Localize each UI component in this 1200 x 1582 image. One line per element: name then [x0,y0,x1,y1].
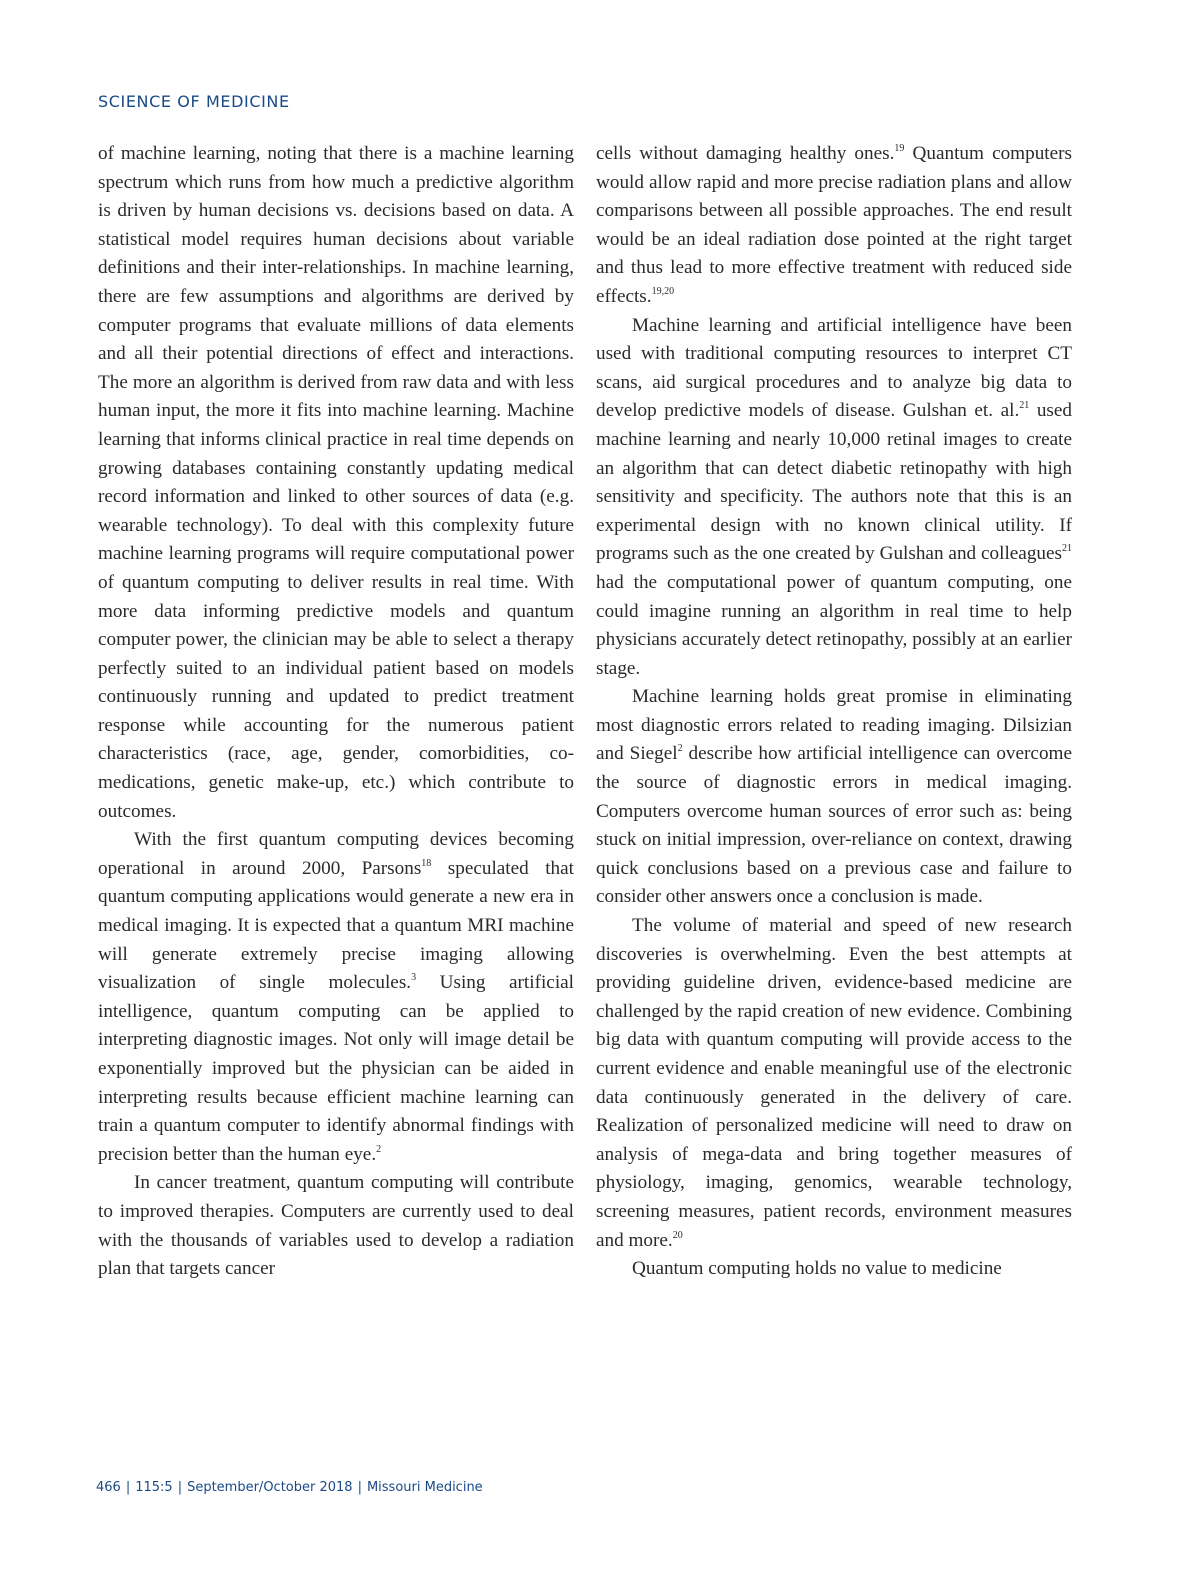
paragraph [596,683,1072,912]
paragraph-text: With the first quantum computing devices becoming operational in around 2000, Parsons [98,829,574,879]
paragraph-text: speculated that quantum computing applications would generate a new era in medical imaging. It is expected that a quantum MRI machine will generate extremely precise imaging allowing visualization of single molecules. [98,857,574,994]
paragraph-text: Quantum computing holds no value to medicine [632,1258,1002,1280]
paragraph [596,312,1072,684]
citation-ref: 20 [672,1229,683,1241]
issue-number: 115:5 [135,1480,173,1495]
citation-ref: 2 [677,743,683,755]
journal-name: Missouri Medicine [366,1480,483,1495]
paragraph-text: Using artificial intelligence, quantum computing can be applied to interpreting diagnostic images. Not only will image detail be exponentially improved but the physician can be aided in interpreting results because efficient machine learning can train a quantum computer to identify abnormal findings with precision better than the human eye. [98,972,575,1165]
left-column [98,140,574,1284]
page-footer [96,1480,483,1495]
paragraph-text: In cancer treatment, quantum computing will contribute to improved therapies. Computers are currently used to deal with the thousands of variables used to develop a radiation plan that targets cancer [98,1172,574,1280]
issue-date: September/October 2018 [187,1480,353,1495]
citation-ref: 18 [421,857,432,869]
paragraph-text: cells without damaging healthy ones. [596,143,895,164]
citation-ref: 19,20 [651,285,675,297]
paragraph [98,826,574,1169]
paragraph-text: used machine learning and nearly 10,000 retinal images to create an algorithm that can detect diabetic retinopathy with high sensitivity and specificity. The authors note that this is an experimental design with no known clinical utility. If programs such as the one created by Gulshan and colleagues [596,400,1073,565]
citation-ref: 19 [894,143,905,154]
citation-ref: 21 [1062,543,1072,555]
paragraph-text: The volume of material and speed of new research discoveries is overwhelming. Even the best attempts at providing guideline driven, evidence-based medicine are challenged by the rapid creation of new evidence. Combining big data with quantum computing will provide access to the current evidence and enable meaningful use of the electronic data continuously generated in the delivery of care. Realization of personalized medicine will need to draw on analysis of mega-data and bring together measures of physiology, imaging, genomics, wearable technology, screening measures, patient records, environment measures and more. [596,915,1072,1251]
right-column [596,140,1072,1284]
paragraph [596,140,1072,312]
paragraph-text: had the computational power of quantum computing, one could imagine running an algorithm in real time to help physicians accurately detect retinopathy, possibly at an earlier stage. [596,571,1072,679]
citation-ref: 21 [1019,400,1030,412]
footer-separator: | [357,1480,362,1495]
paragraph-text: Machine learning and artificial intelligence have been used with traditional computing resources to interpret CT scans, aid surgical procedures and to analyze big data to develop predictive models of disease. Gulshan et. al. [596,314,1072,422]
paragraph-text: Machine learning holds great promise in eliminating most diagnostic errors related to reading imaging. Dilsizian and Siegel [596,686,1072,765]
paragraph [596,1255,1072,1284]
paragraph [98,140,574,826]
citation-ref: 3 [411,972,417,984]
footer-separator: | [177,1480,183,1495]
paragraph [596,912,1072,1255]
citation-ref: 2 [376,1143,382,1155]
section-title: SCIENCE OF MEDICINE [98,92,290,111]
footer-separator: | [125,1480,131,1495]
page-number: 466 [96,1480,121,1495]
paragraph-text: describe how artificial intelligence can overcome the source of diagnostic errors in medical imaging. Computers overcome human sources of error such as: being stuck on initial impression, over-reliance on context, drawing quick conclusions based on a previous case and failure to consider other answers once a conclusion is made. [596,743,1072,908]
paragraph-text: Quantum computers would allow rapid and more precise radiation plans and allow comparisons between all possible approaches. The end result would be an ideal radiation dose pointed at the right target and thus lead to more effective treatment with reduced side effects. [596,143,1072,307]
paragraph-text: of machine learning, noting that there is a machine learning spectrum which runs from how much a predictive algorithm is driven by human decisions vs. decisions based on data. A statistical model requires human decisions about variable definitions and their inter-relationships. In machine learning, there are few assumptions and algorithms are derived by computer programs that evaluate millions of data elements and all their potential directions of effect and interactions. The more an algorithm is derived from raw data and with less human input, the more it fits into machine learning. Machine learning that informs clinical practice in real time depends on growing databases containing constantly updating medical record information and linked to other sources of data (e.g. wearable technology). To deal with this complexity future machine learning programs will require computational power of quantum computing to deliver results in real time. With more data informing predictive models and quantum computer power, the clinician may be able to select a therapy perfectly suited to an individual patient based on models continuously running and updated to predict treatment response while accounting for the numerous patient characteristics (race, age, gender, comorbidities, co-medications, genetic make-up, etc.) which contribute to outcomes. [98,143,574,822]
paragraph [98,1169,574,1283]
